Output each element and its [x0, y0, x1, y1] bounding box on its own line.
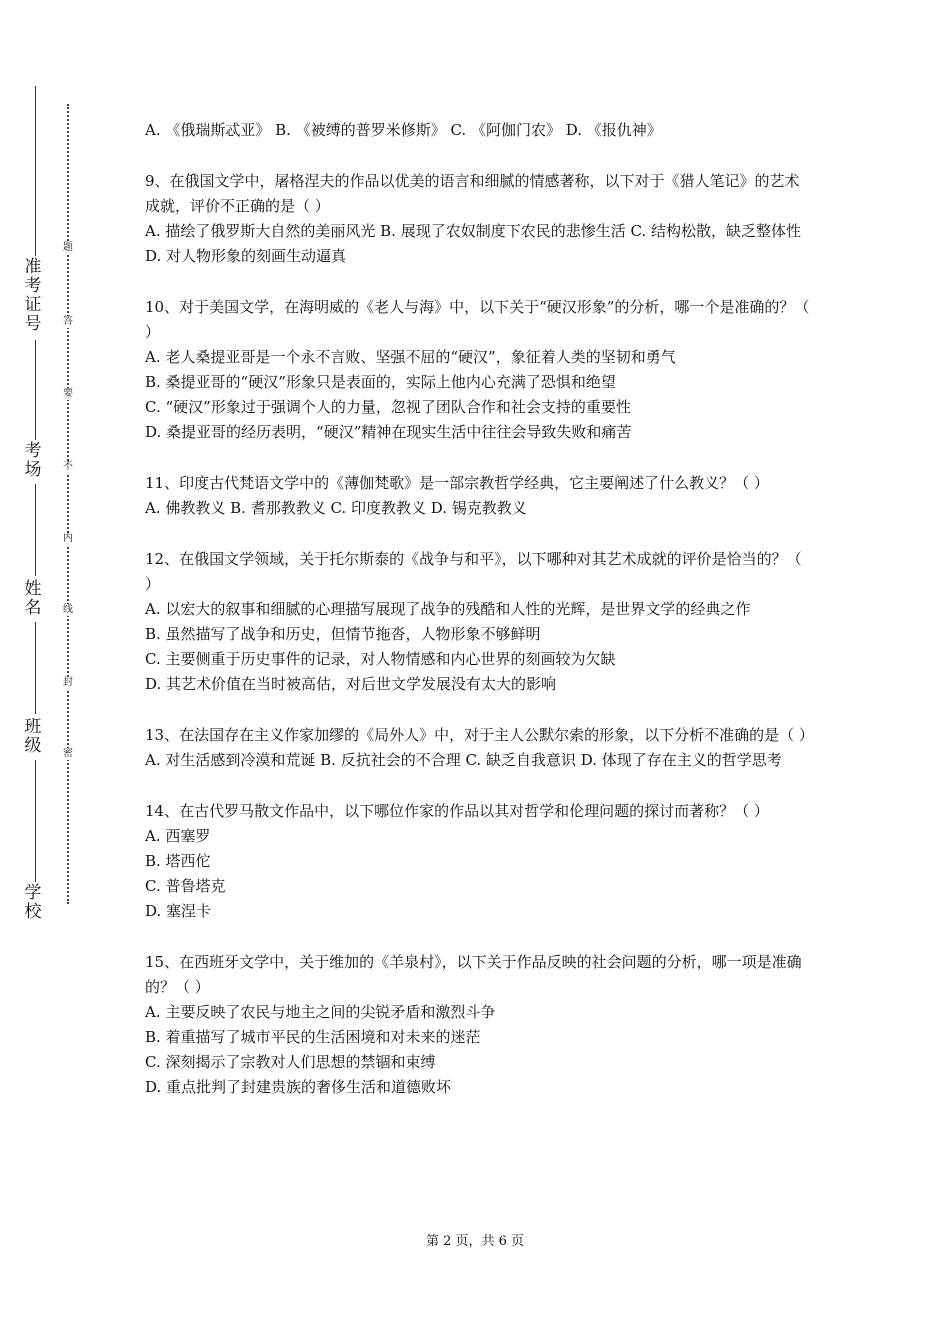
option-d: D. 重点批判了封建贵族的奢侈生活和道德败坏 [145, 1078, 452, 1096]
option-b: B. 桑提亚哥的“硬汉”形象只是表面的，实际上他内心充满了恐惧和绝望 [145, 373, 616, 391]
option-a: A. 以宏大的叙事和细腻的心理描写展现了战争的残酷和人性的光辉，是世界文学的经典之作 [145, 600, 751, 618]
question-12 [145, 547, 810, 697]
question-stem: 13、在法国存在主义作家加缪的《局外人》中，对于主人公默尔索的形象，以下分析不准确的是（ ） [145, 726, 814, 744]
option-d: D. 其艺术价值在当时被高估，对后世文学发展没有太大的影响 [145, 675, 557, 693]
option-line: A. 《俄瑞斯忒亚》 B. 《被缚的普罗米修斯》 C. 《阿伽门农》 D. 《报仇神》 [145, 121, 662, 139]
binding-line [35, 86, 36, 256]
question-11 [145, 471, 810, 521]
field-class-label: 班级 [24, 717, 42, 756]
option-line: A. 佛教教义 B. 耆那教教义 C. 印度教教义 D. 锡克教教义 [145, 499, 527, 517]
option-b: B. 虽然描写了战争和历史，但情节拖沓，人物形象不够鲜明 [145, 625, 541, 643]
option-line: A. 描绘了俄罗斯大自然的美丽风光 B. 展现了农奴制度下农民的悲惨生活 C. 结构松散，缺乏整体性 D. 对人物形象的刻画生动逼真 [145, 222, 801, 265]
question-stem: 15、在西班牙文学中，关于维加的《羊泉村》，以下关于作品反映的社会问题的分析，哪一项是准确的？（ ） [145, 953, 802, 996]
question-14 [145, 799, 810, 924]
binding-line [35, 484, 36, 576]
binding-margin [0, 0, 100, 1344]
field-name-label: 姓名 [24, 579, 42, 618]
option-a: A. 老人桑提亚哥是一个永不言败、坚强不屈的“硬汉”，象征着人类的坚韧和勇气 [145, 348, 676, 366]
question-8-options [145, 118, 810, 143]
question-9 [145, 169, 810, 269]
seal-char: 内 [60, 533, 76, 545]
option-d: D. 塞涅卡 [145, 902, 212, 920]
question-stem: 11、印度古代梵语文学中的《薄伽梵歌》是一部宗教哲学经典，它主要阐述了什么教义？（ ） [145, 474, 769, 492]
binding-line [35, 760, 36, 882]
option-b: B. 着重描写了城市平民的生活困境和对未来的迷茫 [145, 1028, 481, 1046]
option-a: A. 西塞罗 [145, 827, 211, 845]
seal-char: 线 [60, 604, 76, 616]
seal-char: 密 [60, 748, 76, 760]
seal-char: 封 [60, 677, 76, 689]
question-13 [145, 723, 814, 773]
page-footer: 第 2 页，共 6 页 [425, 1234, 525, 1249]
field-exam-room-label: 考场 [24, 441, 42, 480]
option-c: C. 深刻揭示了宗教对人们思想的禁锢和束缚 [145, 1053, 436, 1071]
option-b: B. 塔西佗 [145, 852, 211, 870]
question-stem: 10、对于美国文学，在海明威的《老人与海》中，以下关于“硬汉形象”的分析，哪一个是准确的？（ ） [145, 298, 810, 341]
question-stem: 9、在俄国文学中，屠格涅夫的作品以优美的语言和细腻的情感著称，以下对于《猎人笔记》的艺术成就，评价不正确的是（ ） [145, 172, 800, 215]
option-c: C. 普鲁塔克 [145, 877, 226, 895]
binding-line [35, 622, 36, 714]
option-a: A. 主要反映了农民与地主之间的尖锐矛盾和激烈斗争 [145, 1003, 496, 1021]
seal-char: 不 [60, 461, 76, 473]
question-list [145, 118, 814, 1126]
question-stem: 12、在俄国文学领域，关于托尔斯泰的《战争与和平》，以下哪种对其艺术成就的评价是恰当的？（ ） [145, 550, 802, 593]
question-stem: 14、在古代罗马散文作品中，以下哪位作家的作品以其对哲学和伦理问题的探讨而著称？（ ） [145, 802, 769, 820]
question-15 [145, 950, 810, 1100]
option-d: D. 桑提亚哥的经历表明，“硬汉”精神在现实生活中往往会导致失败和痛苦 [145, 423, 632, 441]
binding-line [35, 340, 36, 440]
seal-char: 答 [60, 316, 76, 328]
seal-char: 要 [60, 388, 76, 400]
field-exam-id-label: 准考证号 [24, 257, 42, 334]
option-line: A. 对生活感到冷漠和荒诞 B. 反抗社会的不合理 C. 缺乏自我意识 D. 体现了存在主义的哲学思考 [145, 751, 782, 769]
option-c: C. “硬汉”形象过于强调个人的力量，忽视了团队合作和社会支持的重要性 [145, 398, 631, 416]
seal-char: 题 [60, 242, 76, 254]
seal-dotted-line [67, 104, 69, 904]
field-school-label: 学校 [24, 883, 42, 922]
question-10 [145, 295, 810, 445]
option-c: C. 主要侧重于历史事件的记录，对人物情感和内心世界的刻画较为欠缺 [145, 650, 616, 668]
